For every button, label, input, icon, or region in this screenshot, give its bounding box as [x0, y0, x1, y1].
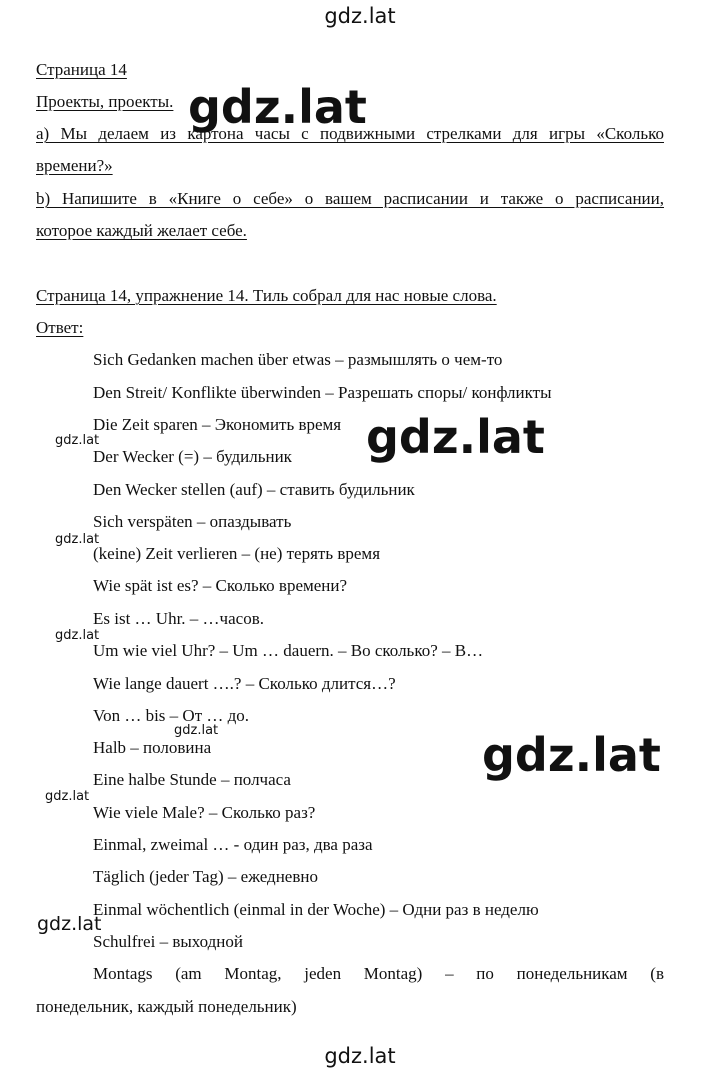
vocab-item: Halb – половина — [93, 738, 212, 757]
vocab-item: Wie lange dauert ….? – Сколько длится…? — [93, 674, 396, 693]
last-vocab-line-1: Montags (am Montag, jeden Montag) – по понедельникам (в — [93, 964, 664, 983]
item-b-line-2: которое каждый желает себе. — [36, 221, 247, 240]
watermark-big-3: gdz.lat — [482, 728, 661, 782]
watermark-big-2: gdz.lat — [366, 410, 545, 464]
vocab-item: Einmal, zweimal … - один раз, два раза — [93, 835, 373, 854]
vocab-item: Den Wecker stellen (auf) – ставить будильник — [93, 480, 415, 499]
watermark-small-4: gdz.lat — [174, 723, 219, 738]
vocab-item: Täglich (jeder Tag) – ежедневно — [93, 867, 318, 886]
watermark-small-1: gdz.lat — [55, 433, 100, 448]
vocab-item: Eine halbe Stunde – полчаса — [93, 770, 291, 789]
watermark-small-3: gdz.lat — [55, 628, 100, 643]
vocab-item: Wie spät ist es? – Сколько времени? — [93, 576, 348, 595]
vocab-item: Den Streit/ Konflikte überwinden – Разрешать споры/ конфликты — [93, 383, 552, 402]
item-a-line-2: времени?» — [36, 156, 113, 175]
vocab-item: Es ist … Uhr. – …часов. — [93, 609, 264, 628]
projects-title: Проекты, проекты. — [36, 92, 174, 111]
vocab-item: Von … bis – От … до. — [93, 706, 250, 725]
answer-label: Ответ: — [36, 318, 84, 337]
vocab-item: Sich Gedanken machen über etwas – размышлять о чем-то — [93, 350, 503, 369]
watermark-bottom: gdz.lat — [324, 1044, 396, 1068]
exercise-heading: Страница 14, упражнение 14. Тиль собрал для нас новые слова. — [36, 286, 497, 305]
last-vocab-line-2: понедельник, каждый понедельник) — [36, 997, 297, 1016]
vocab-item: Die Zeit sparen – Экономить время — [93, 415, 342, 434]
vocab-item: Einmal wöchentlich (einmal in der Woche) – Одни раз в неделю — [93, 900, 539, 919]
vocab-item: Schulfrei – выходной — [93, 932, 243, 951]
watermark-small-5: gdz.lat — [45, 789, 90, 804]
page-reference: Страница 14 — [36, 60, 127, 79]
vocab-item: Um wie viel Uhr? – Um … dauern. – Во сколько? – В… — [93, 641, 484, 660]
vocab-item: Wie viele Male? – Сколько раз? — [93, 803, 316, 822]
watermark-big-1: gdz.lat — [188, 80, 367, 134]
item-b-line-1: b) Напишите в «Книге о себе» о вашем расписании и также о расписании, — [36, 189, 664, 208]
watermark-medium-1: gdz.lat — [37, 913, 102, 935]
vocab-item: Der Wecker (=) – будильник — [93, 447, 292, 466]
vocab-item: Sich verspäten – опаздывать — [93, 512, 292, 531]
item-a-line-1: a) Мы делаем из картона часы с подвижными стрелками для игры «Сколько — [36, 124, 664, 143]
vocab-item: (keine) Zeit verlieren – (не) терять время — [93, 544, 381, 563]
watermark-small-2: gdz.lat — [55, 532, 100, 547]
watermark-top: gdz.lat — [324, 4, 396, 28]
